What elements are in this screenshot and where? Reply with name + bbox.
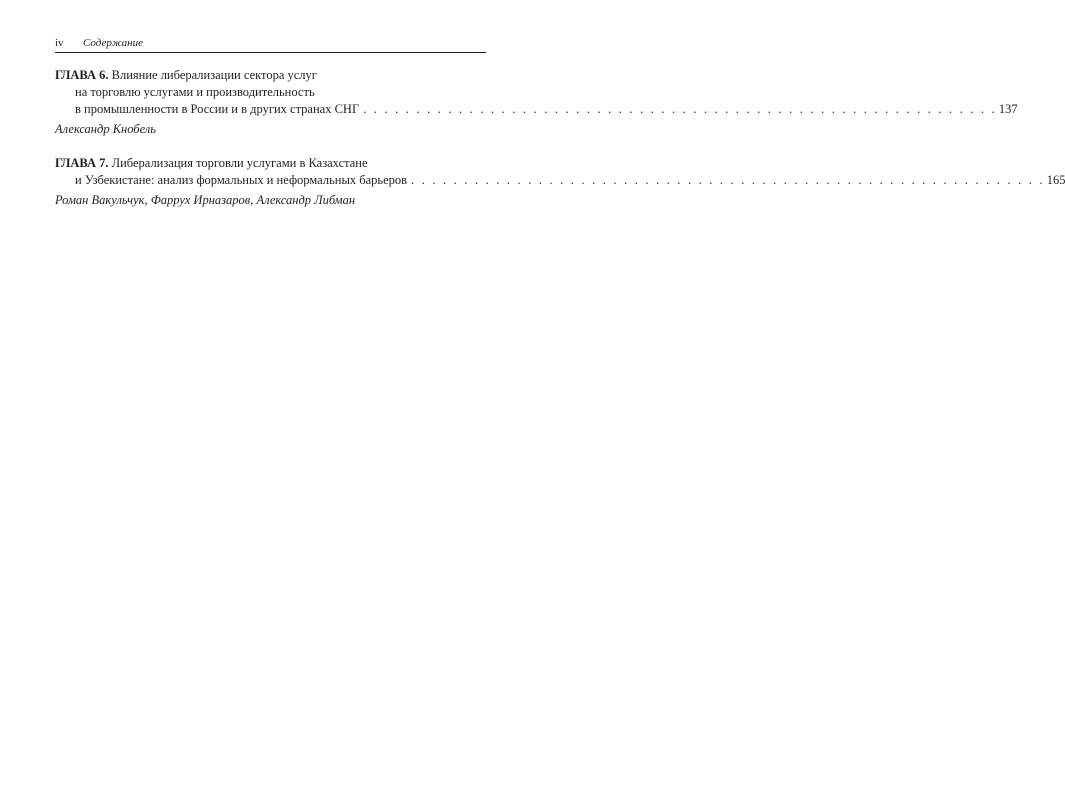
chapter-title-line: Влияние либерализации сектора услуг bbox=[111, 68, 317, 82]
dot-leader: . . . . . . . . . . . . . . . . . . . . . . . . . . . . . . . . . . . . . . . . . . . . . . . . . . . . . . . . . . . . bbox=[411, 173, 1045, 187]
running-section-title: Содержание bbox=[83, 37, 144, 49]
chapter-title-line: Либерализация торговли услугами в Казахстане bbox=[111, 156, 368, 170]
chapter-7-authors: Роман Вакульчук, Фаррух Ирназаров, Александр Либман bbox=[55, 193, 356, 207]
page-reference: 165 bbox=[1046, 173, 1065, 187]
toc-entry-last-line bbox=[55, 101, 1018, 118]
toc-entry-last-line bbox=[55, 172, 1065, 189]
toc-entry-chapter-6[interactable] bbox=[55, 67, 1018, 118]
chapter-title-line: в промышленности в России и в других странах СНГ bbox=[75, 102, 360, 116]
running-header bbox=[55, 36, 486, 53]
chapter-title-line: на торговлю услугами и производительность bbox=[75, 85, 315, 99]
chapter-title-line: и Узбекистане: анализ формальных и неформальных барьеров bbox=[75, 173, 408, 187]
chapter-label: ГЛАВА 6. bbox=[55, 68, 109, 82]
chapter-label: ГЛАВА 7. bbox=[55, 156, 109, 170]
toc-entry-first-line bbox=[55, 155, 486, 172]
page-number: iv bbox=[55, 37, 64, 49]
dot-leader: . . . . . . . . . . . . . . . . . . . . . . . . . . . . . . . . . . . . . . . . . . . . . . . . . . . . . . . . . . . . bbox=[363, 102, 997, 116]
toc-entry-first-line bbox=[55, 67, 486, 84]
page-reference: 137 bbox=[998, 102, 1018, 116]
chapter-6-authors: Александр Кнобель bbox=[55, 122, 156, 136]
toc-entry-chapter-7[interactable] bbox=[55, 155, 1065, 189]
